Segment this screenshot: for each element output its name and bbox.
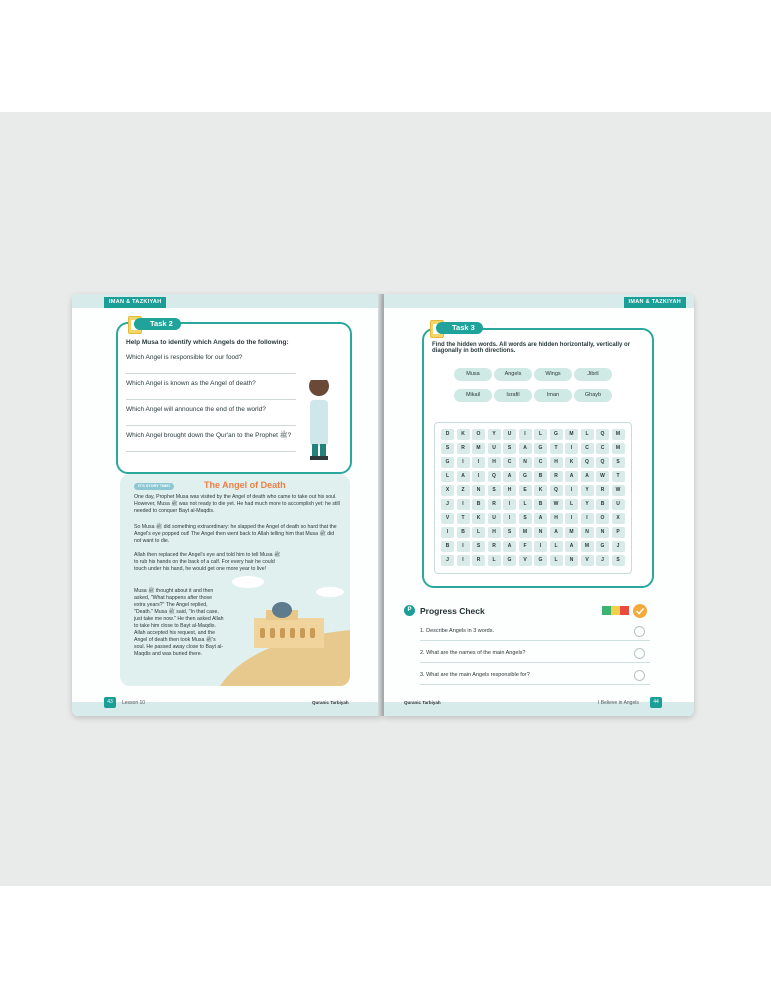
grid-cell: G [519, 471, 532, 482]
grid-cell: S [612, 555, 625, 566]
word-jibril: Jibril [574, 368, 612, 381]
grid-cell: Q [581, 457, 594, 468]
grid-cell: P [612, 527, 625, 538]
grid-cell: F [519, 541, 532, 552]
grid-cell: I [457, 555, 470, 566]
grid-cell: M [565, 527, 578, 538]
task-2-box [116, 322, 352, 474]
grid-cell: R [472, 555, 485, 566]
grid-cell: Q [596, 457, 609, 468]
grid-cell: U [488, 443, 501, 454]
divider [420, 640, 650, 641]
grid-cell: B [457, 527, 470, 538]
grid-cell: H [550, 457, 563, 468]
progress-checkbox-2[interactable] [634, 648, 645, 659]
word-ghayb: Ghayb [574, 389, 612, 402]
story-tag: IT'S STORY TIME! [134, 483, 174, 490]
grid-cell: N [472, 485, 485, 496]
grid-cell: L [581, 429, 594, 440]
grid-cell: A [503, 541, 516, 552]
word-wings: Wings [534, 368, 572, 381]
grid-cell: T [550, 443, 563, 454]
grid-cell: J [441, 555, 454, 566]
grid-cell: L [519, 499, 532, 510]
grid-cell: J [596, 555, 609, 566]
grid-cell: I [457, 541, 470, 552]
grid-cell: E [519, 485, 532, 496]
grid-cell: W [596, 471, 609, 482]
grid-cell: Y [581, 499, 594, 510]
word-musa: Musa [454, 368, 492, 381]
grid-cell: W [550, 499, 563, 510]
task-instruction: Find the hidden words. All words are hidden horizontally, vertically or diagonally in both directions. [432, 342, 631, 354]
grid-cell: I [457, 457, 470, 468]
question-2: Which Angel is known as the Angel of death? [126, 380, 256, 387]
question-3: Which Angel will announce the end of the world? [126, 406, 266, 413]
grid-cell: L [472, 527, 485, 538]
grid-cell: L [534, 429, 547, 440]
grid-cell: Q [550, 485, 563, 496]
word-mikail: Mikail [454, 389, 492, 402]
grid-cell: R [488, 499, 501, 510]
grid-cell: V [441, 513, 454, 524]
grid-cell: H [488, 457, 501, 468]
grid-cell: A [519, 443, 532, 454]
grid-cell: S [488, 485, 501, 496]
progress-title: Progress Check [420, 606, 485, 616]
grid-cell: M [612, 443, 625, 454]
grid-cell: L [488, 555, 501, 566]
brand-right: Quranic Tarbiyah [404, 700, 441, 705]
grid-cell: R [457, 443, 470, 454]
question-4: Which Angel brought down the Qur'an to the Prophet ﷺ? [126, 432, 292, 439]
grid-cell: Y [581, 485, 594, 496]
grid-cell: K [457, 429, 470, 440]
grid-cell: I [565, 485, 578, 496]
grid-cell: G [534, 443, 547, 454]
grid-cell: Q [488, 471, 501, 482]
grid-cell: I [441, 527, 454, 538]
grid-cell: S [441, 443, 454, 454]
grid-cell: Z [457, 485, 470, 496]
grid-cell: R [596, 485, 609, 496]
answer-line-2[interactable] [126, 399, 296, 400]
progress-checkbox-1[interactable] [634, 626, 645, 637]
grid-cell: H [488, 527, 501, 538]
grid-cell: J [441, 499, 454, 510]
progress-item-1: 1. Describe Angels in 3 words. [420, 628, 494, 634]
grid-cell: S [503, 527, 516, 538]
grid-cell: I [503, 513, 516, 524]
page-number-right: 44 [650, 697, 662, 708]
answer-line-1[interactable] [126, 373, 296, 374]
word-israfil: Israfil [494, 389, 532, 402]
grid-cell: Y [488, 429, 501, 440]
story-paragraph-1: One day, Prophet Musa was visited by the Angel of death who came to take out his soul. However, Musa ﷺ was not ready to die yet. He had much more to accomplish yet: he still needed to conquer Bayt al-Maqdis. [134, 494, 340, 514]
grid-cell: B [534, 499, 547, 510]
grid-cell: K [534, 485, 547, 496]
grid-cell: M [472, 443, 485, 454]
grid-cell: K [565, 457, 578, 468]
grid-cell: L [550, 555, 563, 566]
grid-cell: I [457, 499, 470, 510]
grid-cell: N [581, 527, 594, 538]
grid-cell: D [441, 429, 454, 440]
grid-cell: K [472, 513, 485, 524]
word-iman: Iman [534, 389, 572, 402]
task-3-label: Task 3 [436, 322, 483, 334]
grid-cell: C [581, 443, 594, 454]
page-number-left: 43 [104, 697, 116, 708]
story-paragraph-3: Allah then replaced the Angel's eye and told him to tell Musa ﷺ to rub his hands on the back of a calf. For every hair he could touch under his hand, he would get one more year to live! [134, 552, 281, 572]
bayt-al-maqdis-illustration [220, 570, 350, 686]
grid-cell: M [565, 429, 578, 440]
grid-cell: A [550, 527, 563, 538]
grid-cell: N [565, 555, 578, 566]
grid-cell: B [534, 471, 547, 482]
progress-item-2: 2. What are the names of the main Angels? [420, 650, 526, 656]
grid-cell: U [503, 429, 516, 440]
grid-cell: G [596, 541, 609, 552]
divider [420, 662, 650, 663]
task-2-label: Task 2 [134, 318, 181, 330]
grid-cell: X [612, 513, 625, 524]
lesson-label: Lesson 10 [122, 700, 146, 706]
grid-cell: S [503, 443, 516, 454]
grid-cell: I [534, 541, 547, 552]
grid-cell: A [457, 471, 470, 482]
grid-cell: J [612, 541, 625, 552]
grid-cell: Q [596, 429, 609, 440]
grid-cell: L [550, 541, 563, 552]
progress-checkbox-3[interactable] [634, 670, 645, 681]
story-panel [120, 474, 350, 686]
progress-item-3: 3. What are the main Angels responsible for? [420, 672, 530, 678]
grid-cell: A [581, 471, 594, 482]
grid-cell: I [519, 429, 532, 440]
grid-cell: R [550, 471, 563, 482]
grid-cell: G [441, 457, 454, 468]
grid-cell: H [503, 485, 516, 496]
grid-cell: A [503, 471, 516, 482]
grid-cell: I [503, 499, 516, 510]
grid-cell: I [472, 457, 485, 468]
word-angels: Angels [494, 368, 532, 381]
story-title: The Angel of Death [204, 480, 286, 490]
answer-line-4[interactable] [126, 451, 296, 452]
grid-cell: A [565, 541, 578, 552]
progress-badge: P [404, 605, 415, 616]
grid-cell: U [612, 499, 625, 510]
footer-title: I Believe in Angels [598, 700, 639, 706]
divider [420, 684, 650, 685]
right-page [384, 294, 694, 716]
grid-cell: B [472, 499, 485, 510]
grid-cell: G [550, 429, 563, 440]
grid-cell: M [581, 541, 594, 552]
grid-cell: N [519, 457, 532, 468]
grid-cell: W [612, 485, 625, 496]
grid-cell: C [503, 457, 516, 468]
left-page [72, 294, 382, 716]
grid-cell: M [519, 527, 532, 538]
grid-cell: V [519, 555, 532, 566]
grid-cell: I [565, 513, 578, 524]
progress-meter [602, 604, 650, 618]
section-tag: IMAN & TAZKIYAH [104, 297, 166, 308]
story-paragraph-2: So Musa ﷺ did something extraordinary: he slapped the Angel of death so hard that the Angel's eye popped out! The Angel then went back to Allah telling him that Musa ﷺ did not want to die. [134, 524, 337, 544]
story-paragraph-4: Musa ﷺ thought about it and then asked, "What happens after those extra years?" The Angel replied, "Death." Musa ﷺ said, "In that case, just take me now." He then asked Allah to take him close to Bayt al-Maqdis. Allah accepted his request, and the Angel of death then took Musa ﷺ's soul. He passed away close to Bayt al-Maqdis and was buried there. [134, 588, 224, 657]
grid-cell: X [441, 485, 454, 496]
grid-cell: O [472, 429, 485, 440]
grid-cell: G [503, 555, 516, 566]
grid-cell: I [581, 513, 594, 524]
grid-cell: G [534, 555, 547, 566]
grid-cell: I [565, 443, 578, 454]
grid-cell: V [581, 555, 594, 566]
grid-cell: S [519, 513, 532, 524]
grid-cell: B [596, 499, 609, 510]
grid-cell: T [457, 513, 470, 524]
word-search-grid [434, 422, 632, 574]
grid-cell: N [596, 527, 609, 538]
section-tag: IMAN & TAZKIYAH [624, 297, 686, 308]
grid-cell: L [565, 499, 578, 510]
task-instruction: Help Musa to identify which Angels do the following: [126, 339, 289, 346]
grid-cell: N [534, 527, 547, 538]
grid-cell: B [441, 541, 454, 552]
grid-cell: H [550, 513, 563, 524]
grid-cell: O [596, 513, 609, 524]
grid-cell: T [612, 471, 625, 482]
boy-illustration [302, 364, 336, 464]
question-1: Which Angel is responsible for our food? [126, 354, 243, 361]
grid-cell: S [612, 457, 625, 468]
brand-left: Quranic Tarbiyah [312, 700, 349, 705]
grid-cell: I [472, 471, 485, 482]
grid-cell: C [596, 443, 609, 454]
grid-cell: A [534, 513, 547, 524]
answer-line-3[interactable] [126, 425, 296, 426]
grid-cell: L [441, 471, 454, 482]
grid-cell: A [565, 471, 578, 482]
grid-cell: C [534, 457, 547, 468]
grid-cell: R [488, 541, 501, 552]
grid-cell: M [612, 429, 625, 440]
open-workbook [72, 294, 694, 716]
grid-cell: S [472, 541, 485, 552]
grid-cell: U [488, 513, 501, 524]
